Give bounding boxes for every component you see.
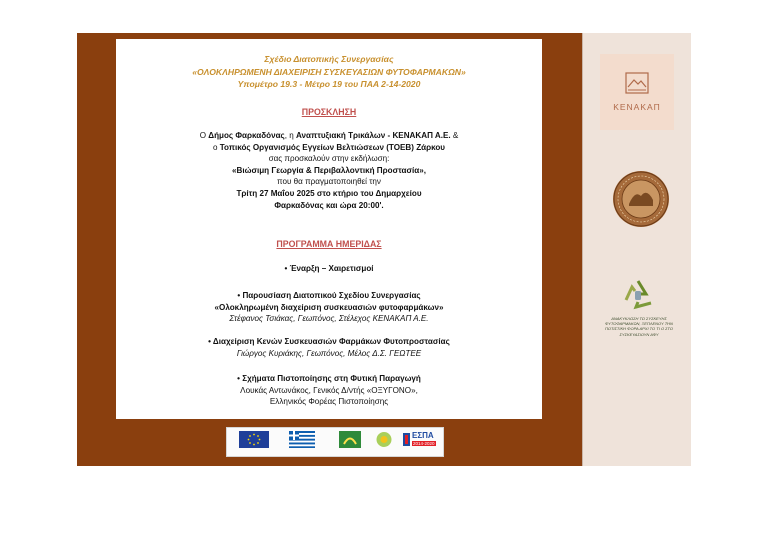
programme-item-3 xyxy=(116,336,542,359)
item-title: • Σχήματα Πιστοποίησης στη Φυτική Παραγωγή xyxy=(237,374,421,383)
kenakap-name: ΚΕΝΑΚΑΠ xyxy=(613,102,661,112)
header-line-1: Σχέδιο Διατοπικής Συνεργασίας xyxy=(264,54,394,64)
eu-flag-icon xyxy=(239,431,269,448)
text: , η xyxy=(284,131,297,140)
recycle-caption: ΑΝΑΚΥΚΛΩΣΗ ΤΩ ΣΥΣΚΕΥΗΣ ΦΥΤΟΦΑΡΜΑΚΩΝ, ΞΕΠΛΕΝΟΥ ΤΗΝ ΠΟΤΙΣΤΙΚΗ ΦΟΡΑ ΑΡΧΙ ΤΟ ΤΙ Ο ΣΤΟ ΣΥΣΚΕΥΑΣΙΟΥΝ ΑΦΥ xyxy=(604,316,674,337)
event-title: «Βιώσιμη Γεωργία & Περιβαλλοντική Προστασία», xyxy=(232,165,426,175)
greek-flag-icon xyxy=(289,431,315,448)
event-place: Φαρκαδόνας και ώρα 20:00'. xyxy=(274,200,384,210)
kenakap-org: Αναπτυξιακή Τρικάλων - ΚΕΝΑΚΑΠ Α.Ε. xyxy=(296,131,451,140)
invite-line-1 xyxy=(116,130,542,142)
programme-item-4 xyxy=(116,373,542,408)
invitation-panel xyxy=(116,39,542,419)
toeb-org: Τοπικός Οργανισμός Εγγείων Βελτιώσεων (ΤΟΕΒ) Ζάρκου xyxy=(219,142,446,152)
speaker: Λουκάς Αντωνάκος, Γενικός Δ/ντής «ΟΞΥΓΟΝΟ», xyxy=(240,385,418,395)
rural-dev-logo-icon xyxy=(373,431,395,448)
kenakap-mountain-icon xyxy=(625,72,649,94)
programme-item-2 xyxy=(116,290,542,325)
programme-item-1 xyxy=(116,263,542,275)
speaker-org: Ελληνικός Φορέας Πιστοποίησης xyxy=(269,397,389,407)
invitation-text xyxy=(116,130,542,211)
header-line-3: Υπομέτρο 19.3 - Μέτρο 19 του ΠΑΑ 2-14-2020 xyxy=(237,79,421,89)
funding-logos xyxy=(226,427,444,457)
speaker: Γιώργος Κυριάκης, Γεωπόνος, Μέλος Δ.Σ. ΓΕΩΤΕΕ xyxy=(236,348,422,358)
item-title: • Παρουσίαση Διατοπικού Σχεδίου Συνεργασίας xyxy=(237,291,421,300)
invitation-heading: ΠΡΟΣΚΛΗΣΗ xyxy=(301,107,357,117)
item-subtitle: «Ολοκληρωμένη διαχείριση συσκευασιών φυτοφαρμάκων» xyxy=(214,302,444,312)
espa-years: 2014-2020 xyxy=(413,441,435,446)
kenakap-logo xyxy=(600,54,674,130)
invite-line-2 xyxy=(116,142,542,154)
speaker: Στέφανος Τσιάκας, Γεωπόνος, Στέλεχος ΚΕΝΑΚΑΠ Α.Ε. xyxy=(229,314,429,324)
espa-logo xyxy=(403,431,439,448)
item-title: • Διαχείριση Κενών Συσκευασιών Φαρμάκων Φυτοπροστασίας xyxy=(208,337,450,346)
programme-heading: ΠΡΟΓΡΑΜΜΑ ΗΜΕΡΙΔΑΣ xyxy=(276,239,382,249)
farkadona-seal-icon xyxy=(612,170,670,228)
event-date: Τρίτη 27 Μαΐου 2025 στο κτήριο του Δημαρχείου xyxy=(236,188,422,198)
invite-line-5: που θα πραγματοποιηθεί την xyxy=(277,177,381,187)
header-line-2: «ΟΛΟΚΛΗΡΩΜΕΝΗ ΔΙΑΧΕΙΡΙΣΗ ΣΥΣΚΕΥΑΣΙΩΝ ΦΥΤΟΦΑΡΜΑΚΩΝ» xyxy=(192,66,466,77)
item-title: • Έναρξη – Χαιρετισμοί xyxy=(284,264,374,273)
header-block xyxy=(116,53,542,91)
municipality: Δήμος Φαρκαδόνας xyxy=(208,131,285,140)
text: & xyxy=(450,131,459,140)
text: ο xyxy=(212,142,220,152)
text: Ο xyxy=(199,131,209,140)
recycle-icon xyxy=(620,278,656,312)
espa-label: ΕΣΠΑ xyxy=(412,431,434,440)
invite-line-3: σας προσκαλούν στην εκδήλωση: xyxy=(268,154,390,164)
leader-logo-icon xyxy=(339,431,361,448)
